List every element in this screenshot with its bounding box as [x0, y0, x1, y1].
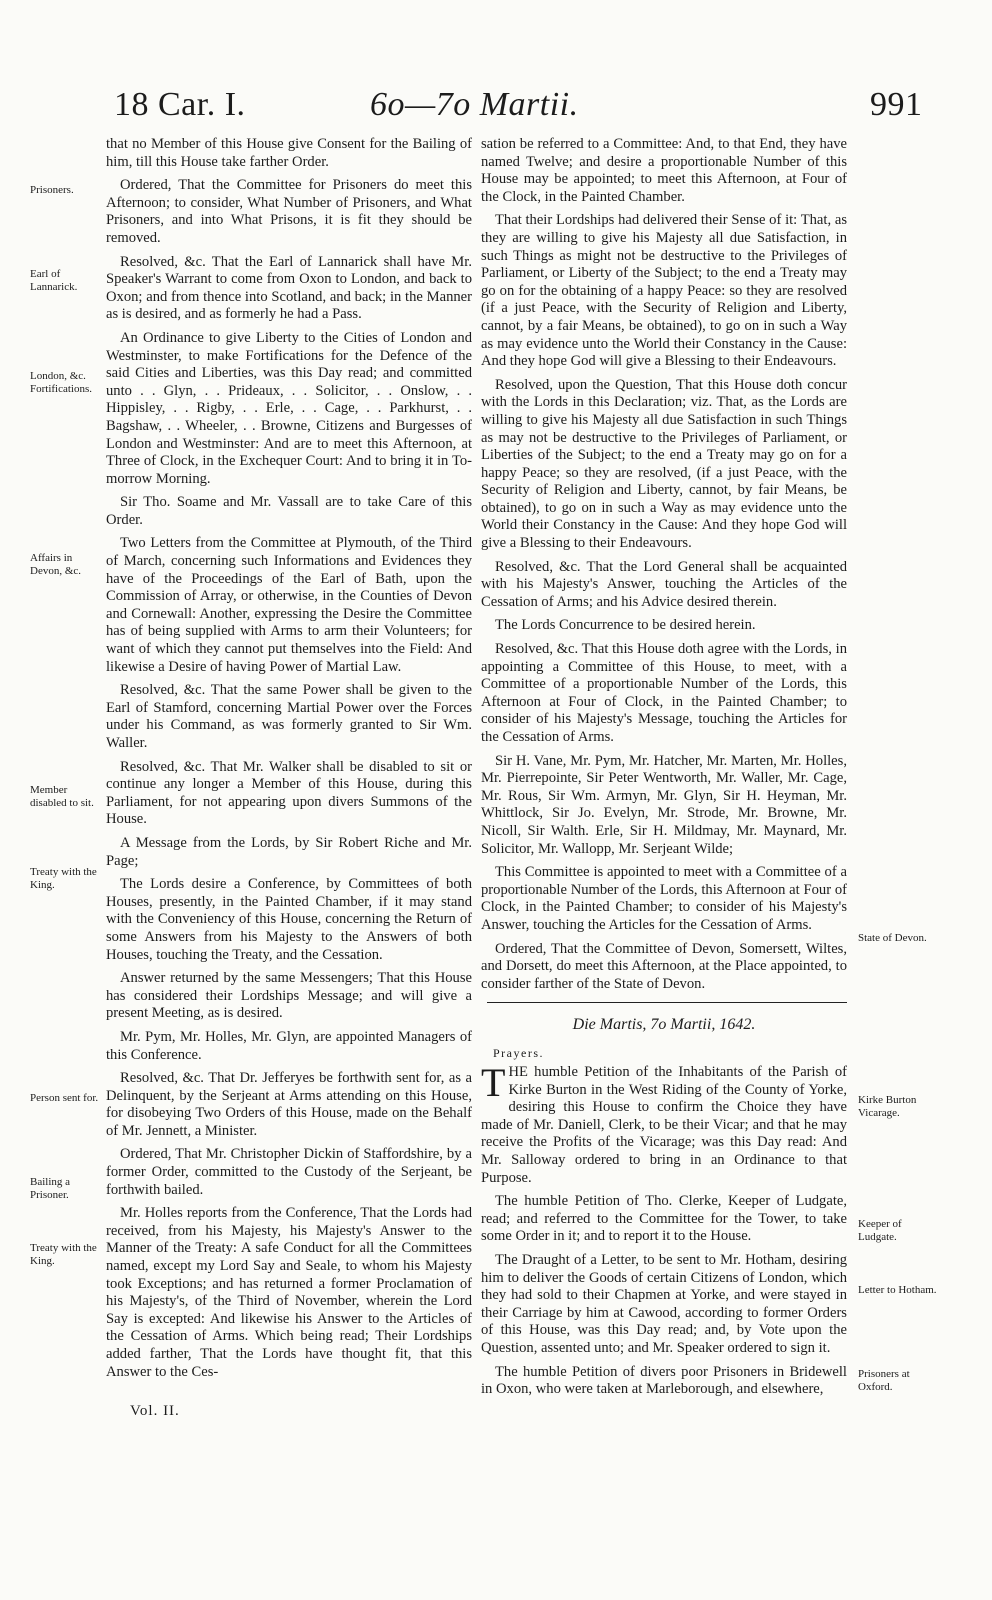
paragraph: Resolved, &c. That the Lord General shall be acquainted with his Majesty's Answer, touching the Articles of the Cessation of Arms; and his Advice desired therein.	[481, 558, 847, 610]
margin-note: Bailing a Prisoner.	[30, 1176, 71, 1201]
left-column	[106, 136, 472, 1387]
paragraph: Resolved, &c. That Dr. Jefferyes be forthwith sent for, as a Delinquent, by the Serjeant at Arms attending on this House, for disobeying Two Orders of this House, made on the Behalf of Mr. Jennett, a Minister.	[106, 1070, 472, 1139]
paragraph: Resolved, &c. That this House doth agree with the Lords, in appointing a Committee of this House, to meet, with a Committee of a proportionable Number of the Lords, this Afternoon at Four of Clock, in the Painted Chamber; to consider of his Majesty's Message, touching the Articles for the Cessation of Arms.	[481, 641, 847, 745]
paragraph: Resolved, &c. That Mr. Walker shall be disabled to sit or continue any longer a Member of this House, during this Parliament, for not appearing upon divers Summons of the House.	[106, 758, 472, 828]
margin-note: State of Devon.	[858, 932, 927, 944]
paragraph: This Committee is appointed to meet with a Committee of a proportionable Number of the Lords, this Afternoon at Four of Clock, in the Painted Chamber; to consider of his Majesty's Answer, touching the Articles for the Cessation of Arms.	[481, 864, 847, 933]
margin-note: Person sent for.	[30, 1092, 99, 1104]
page-number: 991	[870, 86, 923, 123]
paragraph: The humble Petition of divers poor Prisoners in Bridewell in Oxon, who were taken at Marleborough, and elsewhere,	[481, 1363, 847, 1398]
header-regnal-year: 18 Car. I.	[114, 86, 246, 123]
paragraph: that no Member of this House give Consent for the Bailing of him, till this House take farther Order.	[106, 136, 472, 170]
section-divider	[487, 1002, 847, 1003]
paragraph: Ordered, That Mr. Christopher Dickin of Staffordshire, by a former Order, committed to the Custody of the Serjeant, be forthwith bailed.	[106, 1146, 472, 1198]
day-heading: Die Martis, 7o Martii, 1642.	[572, 1016, 756, 1033]
paragraph: The Draught of a Letter, to be sent to Mr. Hotham, desiring him to deliver the Goods of certain Citizens of London, which they had sold to their Chapmen at Yorke, and were stayed in their Carriage by him at Cawood, according to former Orders of this House, was this Day read; and, by Vote upon the Question, assented unto; and Mr. Speaker ordered to sign it.	[481, 1251, 847, 1356]
margin-note: Member disabled to sit.	[30, 784, 94, 809]
paragraph: Mr. Pym, Mr. Holles, Mr. Glyn, are appointed Managers of this Conference.	[106, 1028, 472, 1063]
paragraph-text: HE humble Petition of the Inhabitants of the Parish of Kirke Burton in the West Riding of the County of Yorke, desiring this House to confirm the Choice they have made of Mr. Daniell, Clerk, to be their Vicar; and that he may receive the Profits of the Vicarage; was this Day read: And Mr. Salloway ordered to bring in an Ordinance to that Purpose.	[481, 1064, 847, 1186]
paragraph-dropcap	[481, 1060, 847, 1187]
drop-capital: T	[481, 1060, 506, 1105]
header-dates: 6o—7o Martii.	[370, 86, 579, 123]
margin-note: Treaty with the King.	[30, 1242, 97, 1267]
paragraph: Resolved, &c. That the Earl of Lannarick shall have Mr. Speaker's Warrant to come from Oxon to London, and back to Oxon; and from thence into Scotland, and back; in the Manner as is desired, and as formerly he had a Pass.	[106, 253, 472, 323]
prayers-label: Prayers.	[493, 1046, 544, 1060]
margin-note: Kirke Burton Vicarage.	[858, 1094, 917, 1119]
paragraph: A Message from the Lords, by Sir Robert Riche and Mr. Page;	[106, 834, 472, 869]
paragraph: sation be referred to a Committee: And, to that End, they have named Twelve; and desire a proportionable Number of this House may be appointed; to meet this Afternoon, at Four of the Clock, in the Painted Chamber.	[481, 136, 847, 205]
margin-note: Affairs in Devon, &c.	[30, 552, 82, 577]
paragraph: Mr. Holles reports from the Conference, That the Lords had received, from his Majesty, his Majesty's Answer to the Manner of the Treaty: A safe Conduct for all the Committees named, except my Lord Say and Seale, to whom his Majesty took Exceptions; and has returned a former Proclamation of his Majesty's, of the Third of November, wherein the Lord Say is excepted: And likewise his Answer to the Articles of the Cessation of Arms. Which being read; Their Lordships added farther, That the Lords have thought fit, that this Answer to the Ces-	[106, 1205, 472, 1380]
margin-note: Earl of Lannarick.	[30, 268, 78, 293]
margin-note: Prisoners.	[30, 184, 74, 196]
paragraph: Two Letters from the Committee at Plymouth, of the Third of March, concerning such Informations and Evidences they have of the Proceedings of the Earl of Bath, upon the Commission of Array, or otherwise, in the Counties of Devon and Cornewall: Another, expressing the Desire the Committee has of being supplied with Arms to arm their Volunteers; for want of which they cannot put themselves into the Field: And likewise a Desire of having Power of Martial Law.	[106, 535, 472, 675]
paragraph: The humble Petition of Tho. Clerke, Keeper of Ludgate, read; and referred to the Committee for the Tower, to take some Order in it; and to report it to the House.	[481, 1193, 847, 1245]
paragraph: Ordered, That the Committee for Prisoners do meet this Afternoon; to consider, What Number of Prisoners, and What Prisoners, and into What Prisons, it is fit they should be removed.	[106, 177, 472, 246]
paragraph: The Lords Concurrence to be desired herein.	[495, 617, 756, 634]
paragraph: Sir H. Vane, Mr. Pym, Mr. Hatcher, Mr. Marten, Mr. Holles, Mr. Pierrepointe, Sir Peter Wentworth, Mr. Waller, Mr. Cage, Mr. Rous, Sir Wm. Armyn, Mr. Glyn, Sir H. Heyman, Mr. Whittlock, Sir Jo. Evelyn, Mr. Strode, Mr. Browne, Mr. Nicoll, Sir Walth. Erle, Sir H. Mildmay, Mr. Maynard, Mr. Solicitor, Mr. Wallopp, Mr. Serjeant Wilde;	[481, 752, 847, 857]
paragraph: Resolved, upon the Question, That this House doth concur with the Lords in this Declaration; viz. That, as the Lords are willing to give his Majesty all due Satisfaction in such Things as may not be destructive to the Privileges of Parliament, or Liberties of the Subject; to the end a Treaty may go on for a happy Peace; so they are resolved, (if a just Peace, with the Security of Religion and Liberty, cannot, by fair Means, be obtained), to go on in such a Way as may evidence unto the World their Constancy in the Cause: And they hope God will give a Blessing to their Endeavours.	[481, 376, 847, 552]
paragraph: Sir Tho. Soame and Mr. Vassall are to take Care of this Order.	[106, 494, 472, 528]
paragraph: Resolved, &c. That the same Power shall be given to the Earl of Stamford, concerning Martial Power over the Forces under his Command, as was formerly granted to Sir Wm. Waller.	[106, 682, 472, 751]
paragraph: Answer returned by the same Messengers; That this House has considered their Lordships Message; and will give a present Meeting, as is desired.	[106, 970, 472, 1022]
margin-note: Keeper of Ludgate.	[858, 1218, 902, 1243]
right-column-new-day	[481, 1060, 847, 1405]
paragraph: An Ordinance to give Liberty to the Cities of London and Westminster, to make Fortifications for the Defence of the said Cities and Liberties, was this Day read; and committed unto . . Glyn, . . Prideaux, . . Solicitor, . . Onslow, . . Hippisley, . . Rigby, . . Erle, . . Cage, . . Parkhurst, . . Bagshaw, . . Wheeler, . . Browne, Citizens and Burgesses of London and Westminster: And are to meet this Afternoon, at Three of Clock, in the Exchequer Court: And to bring it in To-morrow Morning.	[106, 329, 472, 487]
margin-note: Treaty with the King.	[30, 866, 97, 891]
paragraph: Ordered, That the Committee of Devon, Somersett, Wiltes, and Dorsett, do meet this Afternoon, at the Place appointed, to consider farther of the State of Devon.	[481, 940, 847, 992]
right-column	[481, 136, 847, 999]
volume-footer: Vol. II.	[130, 1403, 180, 1419]
margin-note: Prisoners at Oxford.	[858, 1368, 910, 1393]
paragraph: That their Lordships had delivered their Sense of it: That, as they are willing to give his Majesty all due Satisfaction, in such Things as might not be destructive to the Privileges of Parliament, or Liberty of the Subject; to the end a Treaty may go on for the obtaining of a happy Peace: so they are resolved (if a just Peace, with the Security of Religion and Liberty, cannot, by a fair Means, be obtained), to go on in such a Way as may evidence unto the World their Constancy in the Cause: And they hope God will give a Blessing to their Endeavours.	[481, 212, 847, 370]
margin-note: London, &c. Fortifications.	[30, 370, 93, 395]
margin-note: Letter to Hotham.	[858, 1284, 937, 1296]
paragraph: The Lords desire a Conference, by Committees of both Houses, presently, in the Painted Chamber, if it may stand with the Conveniency of this House, concerning the Return of some Answers from his Majesty to the Answers of both Houses, touching the Treaty, and the Cessation.	[106, 876, 472, 963]
